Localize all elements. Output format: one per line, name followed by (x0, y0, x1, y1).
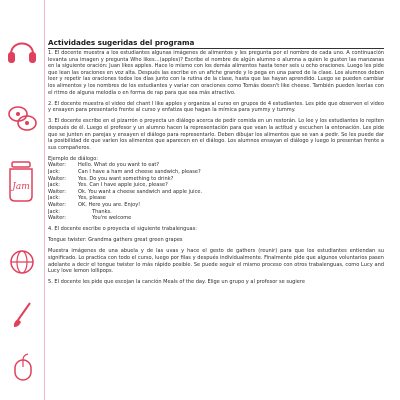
dialog-text: Thanks. (92, 208, 112, 215)
dialog-speaker: Waiter: (48, 201, 66, 208)
page-title: Actividades sugeridas del programa (48, 38, 384, 49)
activity-5-paragraph: 5. El docente les pide que escojan la canción Meals of the day. Elige un grupo y al profesor se sugiere (48, 279, 305, 286)
dialog-speaker: Jack: (48, 208, 60, 215)
dialog-line (48, 169, 384, 176)
dialog-text: OK. Here you are. Enjoy! (78, 201, 141, 208)
dialog-speaker: Jack: (48, 182, 60, 189)
activity-1-paragraph: 1. El docente muestra a los estudiantes algunas imágenes de alimentos y les pregunta por el nombre de cada uno. A continuación levanta una imagen y pregunta Who likes…(apples)? Escribe el nombre de algún alumno o alumna a quien le gusten las manzanas en la siguiente oración: Juan likes apples. Hace lo mismo con los demás alimentos hasta tener seis u ocho oraciones. Luego les pide que lean las oraciones en voz alta. Después las escribe en un afiche grande y lo pega en una pared de la clase. Los alumnos deben leer y repetir las oraciones todos los días junto con la rutina de la clase, hasta que las hayan aprendido. Luego se pueden cambiar los alimentos y los nombres de los estudiantes y variar con oraciones como Tomás doesn't like cheese. También pueden leerlas con el ritmo de alguna melodía o en forma de rap para que sea más atractivo. (48, 50, 384, 96)
dialog-speaker: Jack: (48, 169, 60, 175)
dialog-text: Yes, please (78, 195, 106, 202)
dialog-text: Ok. You want a cheese sandwich and apple juice. (78, 188, 203, 195)
dialog-example (48, 156, 384, 222)
dialog-line (48, 162, 384, 169)
dialog-text: Can I have a ham and cheese sandwich, please? (78, 169, 201, 175)
dialog-line (48, 215, 384, 222)
dialog-text: Yes. Can I have apple juice, please? (78, 182, 168, 189)
dialog-title: Ejemplo de diálogo: (48, 155, 99, 162)
dialog-line (48, 182, 384, 189)
activity-4-paragraph: 4. El docente escribe o proyecta el siguiente trabalenguas: (48, 226, 197, 233)
jam-label: Jam (12, 182, 30, 192)
notebook-margin-line (44, 0, 45, 400)
dialog-line (48, 195, 384, 202)
lemons-icon (6, 100, 38, 134)
dialog-text: Hello. What do you want to eat? (78, 162, 160, 169)
dialog-speaker: Waiter: (48, 215, 66, 222)
activity-4-details-paragraph: Muestra imágenes de una abuela y de las uvas y hace el gesto de gathers (reunir) para que los estudiantes entiendan su significado. Lo practica con todo el curso, luego por filas y después individualmente. Finalmente pide que algunos voluntarios pasen adelante a decir el tongue twister lo más rápido posible. Se puede seguir el mismo proceso con otros trabalenguas, como Lucy and Lucy love lemon lollipops. (48, 248, 384, 275)
mouse-icon (10, 352, 36, 382)
dialog-speaker: Jack: (48, 195, 60, 202)
dialog-line (48, 189, 384, 196)
dialog-speaker: Waiter: (48, 162, 66, 169)
globe-icon (8, 248, 36, 276)
dialog-line (48, 202, 384, 209)
document-page (48, 38, 384, 400)
tongue-twister: Tongue twister: Grandma gathers great green grapes (48, 237, 183, 244)
paint-brush-icon (8, 300, 36, 330)
jam-jar-icon (4, 160, 40, 204)
dialog-line (48, 176, 384, 183)
activity-3-paragraph: 3. El docente escribe en el pizarrón o proyecta un diálogo acerca de pedir comida en un restorán. Lo lee y los estudiantes lo repiten después de él. Luego el profesor y un alumno hacen la representación para que vean la actitud y escuchen la entonación. Les pide que se junten en parejas y ensayen el diálogo para representarlo. Deben dibujar los alimentos que se van a pedir. Se les puede dar la posibilidad de que varíen los alimentos que aparecen en el diálogo. Los alumnos ensayan el diálogo y luego lo presentan frente a sus compañeros. (48, 118, 384, 151)
dialog-text: Yes. Do you want something to drink? (78, 175, 174, 182)
activity-2-paragraph: 2. El docente muestra el video del chant I like apples y organiza al curso en grupos de 4 estudiantes. Les pide que observen el video y ensayen para presentarlo frente al curso y enfatiza que hagan la mímica para yummy y tummy. (48, 100, 384, 114)
dialog-speaker: Waiter: (48, 175, 66, 182)
dialog-text: You're welcome (92, 215, 132, 222)
dialog-speaker: Waiter: (48, 188, 66, 195)
headphones-icon (6, 34, 38, 68)
dialog-line (48, 209, 384, 216)
